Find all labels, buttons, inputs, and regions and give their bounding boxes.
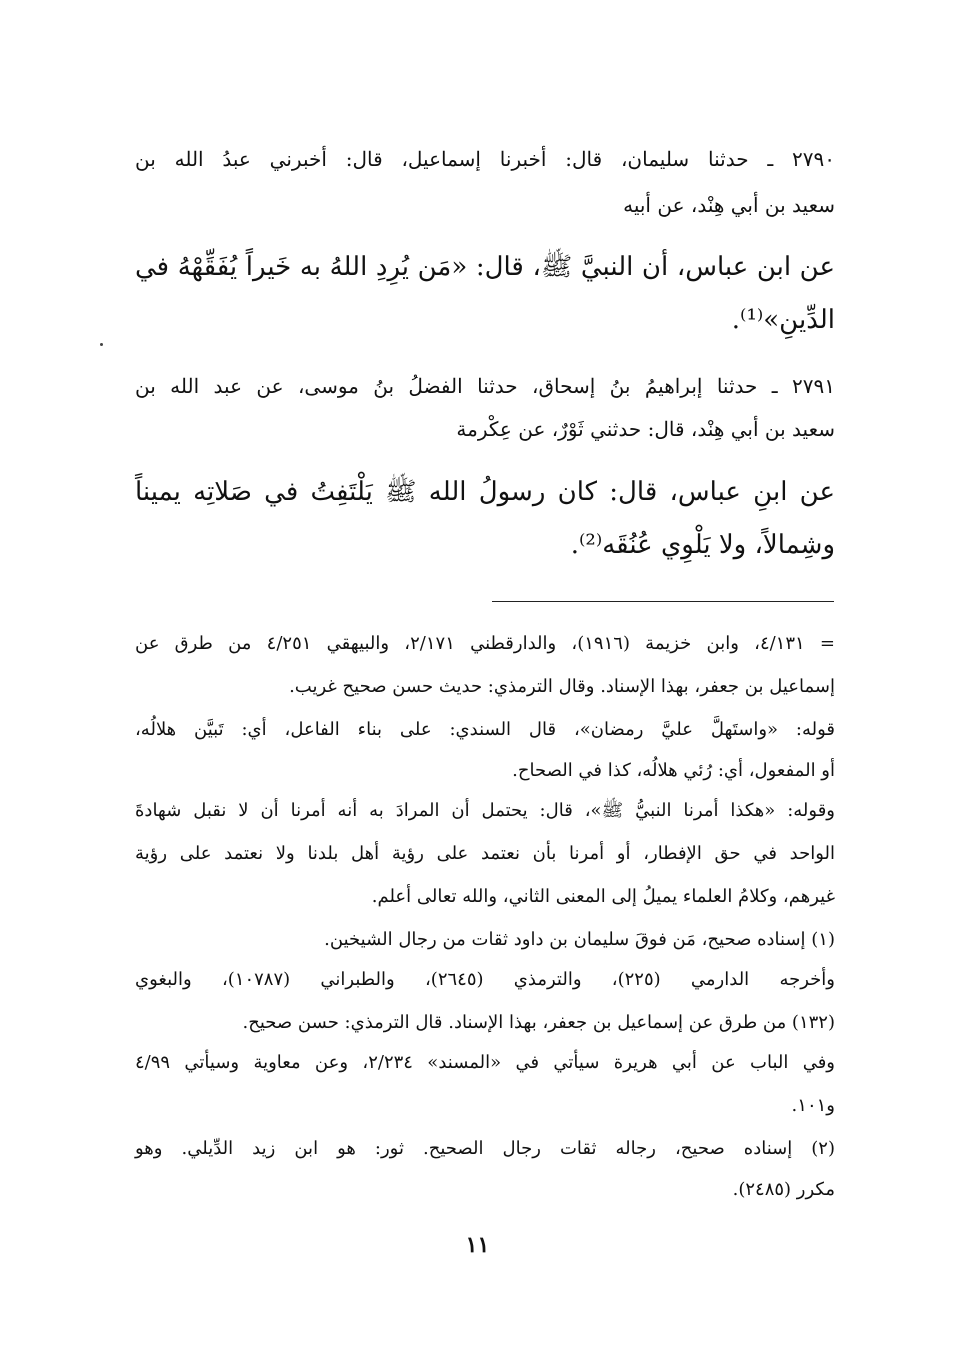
footnote-2-line: (٢) إسناده صحيح، رجاله ثقات رجال الصحيح. ثور: هو ابن زيد الدِّيلي. وهو [135, 1138, 835, 1159]
footnote-line: قوله: «واستَهلَّ عليَّ رمضان»، قال السندي: على بناء الفاعل، أي: تَبيَّن هلالُه، [135, 719, 835, 740]
page-number: ١١ [465, 1232, 490, 1258]
footnote-1-line: (١) إسناده صحيح، مَن فوقَ سليمان بن داود ثقات من رجال الشيخين. [324, 929, 835, 950]
footnote-separator [492, 601, 834, 602]
margin-dot [100, 343, 103, 346]
footnote-line: أو المفعول، أي: رُئي هلالُه، كذا في الصحاح. [512, 760, 835, 781]
footnote-line: الواحد في حق الإفطار، أو أمرنا بأن نعتمد على رؤية أهل بلدنا ولا نعتمد على رؤية [135, 843, 835, 864]
footnote-1-line: وفي الباب عن أبي هريرة سيأتي في «المسند» ٢/٢٣٤، وعن معاوية وسيأتي ٤/٩٩ [135, 1052, 835, 1073]
hadith-2790-matn-line2: الدِّينِ»⁽¹⁾. [731, 305, 835, 335]
hadith-2791-isnad-line1: ٢٧٩١ ـ حدثنا إبراهيمُ بنُ إسحاق، حدثنا الفضلُ بنُ موسى، عن عبد الله بن [135, 374, 835, 398]
footnote-line: وقوله: «هكذا أمرنا النبيُّ ﷺ»، قال: يحتمل أن المرادَ به أنه أمرنا أن لا نقبل شهادةَ [135, 800, 835, 821]
footnote-line: غيرهم، وكلامُ العلماء يميلُ إلى المعنى الثاني، والله تعالى أعلم. [371, 886, 835, 907]
footnote-1-line: (١٣٢) من طرق عن إسماعيل بن جعفر، بهذا الإسناد. قال الترمذي: حسن صحيح. [242, 1012, 835, 1033]
footnote-line: = ٤/١٣١، وابن خزيمة (١٩١٦)، والدارقطني ٢/١٧١، والبيهقي ٤/٢٥١ من طرق عن [135, 633, 836, 654]
footnote-2-line: مكرر (٢٤٨٥). [732, 1179, 835, 1200]
footnote-1-line: وأخرجه الدارمي (٢٢٥)، والترمذي (٢٦٤٥)، والطبراني (١٠٧٨٧)، والبغوي [135, 969, 835, 990]
hadith-2790-isnad-line1: ٢٧٩٠ ـ حدثنا سليمان، قال: أخبرنا إسماعيل، قال: أخبرني عبدُ الله بن [135, 147, 835, 171]
hadith-2791-matn-line1: عن ابنِ عباس، قال: كان رسولُ الله ﷺ يَلْتَفِتُ في صَلاتِه يميناً [135, 477, 835, 507]
footnote-1-line: و١٠١. [791, 1095, 835, 1116]
hadith-2791-matn-line2: وشِمالاً، ولا يَلْوِي عُنُقَه⁽²⁾. [570, 530, 835, 560]
hadith-2790-matn-line1: عن ابن عباس، أن النبيَّ ﷺ، قال: «مَن يُرِدِ اللهُ به خَيراً يُفَقِّهْهُ في [135, 252, 835, 282]
hadith-2791-isnad-line2: سعيد بن أبي هِنْد، قال: حدثني ثَوْرٌ، عن عِكْرمة [456, 417, 835, 441]
footnote-line: إسماعيل بن جعفر، بهذا الإسناد. وقال الترمذي: حديث حسن صحيح غريب. [289, 676, 835, 697]
hadith-2790-isnad-line2: سعيد بن أبي هِنْد، عن أبيه [623, 193, 835, 217]
